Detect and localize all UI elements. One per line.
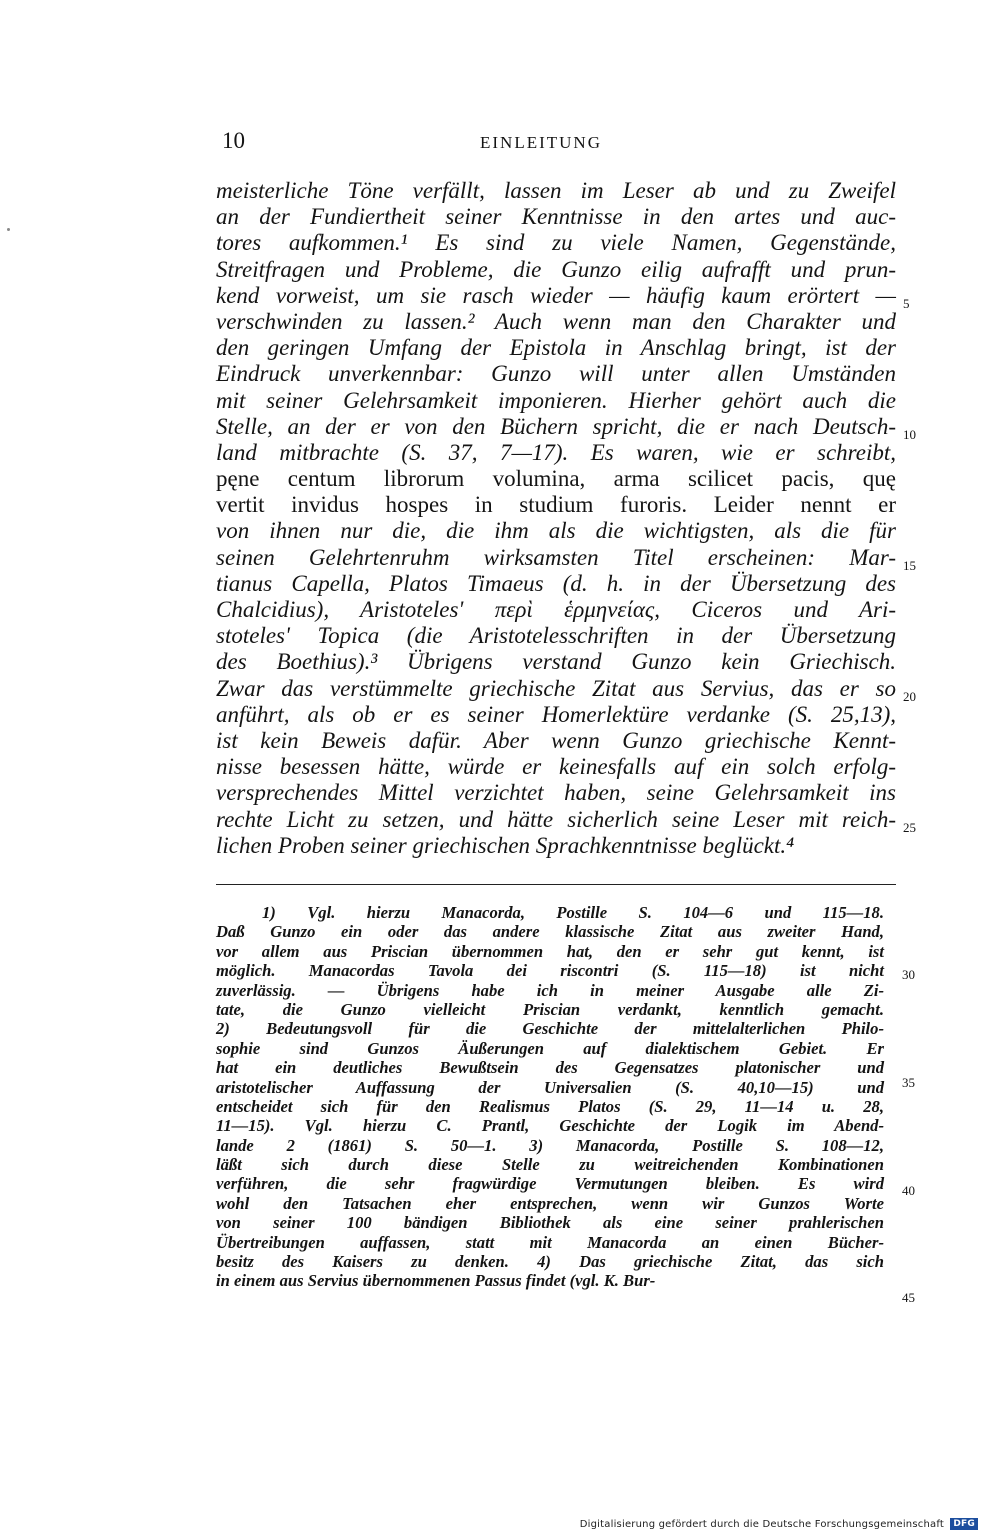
body-line: von ihnen nur die, die ihm als die wichtigsten, als die für [216,518,896,544]
body-line: versprechendes Mittel verzichtet haben, seine Gelehrsamkeit ins [216,780,896,806]
body-line: seinen Gelehrtenruhm wirksamsten Titel erscheinen: Mar- [216,544,896,570]
body-line: tores aufkommen.¹ Es sind zu viele Namen, Gegenstände, [216,230,896,256]
footnote-line: entscheidet sich für den Realismus Platos (S. 29, 11—14 u. 28, [216,1096,884,1116]
footnote-line: besitz des Kaisers zu denken. 4) Das griechische Zitat, das sich [216,1252,884,1272]
line-number: 10 [903,427,916,442]
quotation-text: vertit invidus hospes in studium furoris. Leider nennt er [216,492,896,518]
page-number: 10 [222,128,245,153]
body-line: Stelle, an der er von den Büchern spricht, die er nach Deutsch- [216,413,896,439]
line-number: 45 [902,1290,915,1305]
footnote-line: in einem aus Servius übernommenen Passus findet (vgl. K. Bur- [216,1271,656,1291]
line-number: 35 [902,1075,915,1090]
running-head: EINLEITUNG [480,133,602,152]
body-line: Eindruck unverkennbar: Gunzo will unter allen Umständen [216,361,896,387]
body-line: Zwar das verstümmelte griechische Zitat aus Servius, das er so [216,675,896,701]
body-line: den geringen Umfang der Epistola in Anschlag bringt, ist der [216,335,896,361]
footnote-rule [216,884,896,885]
line-number: 15 [903,558,916,573]
footnotes [216,903,884,1291]
footnote-line: zuverlässig. — Übrigens habe ich in meiner Ausgabe alle Zi- [216,980,884,1000]
footnote-line: sophie sind Gunzos Äußerungen auf dialektischem Gebiet. Er [216,1038,884,1058]
line-number: 20 [903,689,916,704]
footnote-line: 2) Bedeutungsvoll für die Geschichte der mittelalterlichen Philo- [216,1019,884,1039]
scan-speck [7,228,10,231]
footnote-line: möglich. Manacordas Tavola dei riscontri (S. 115—18) ist nicht [216,961,884,981]
footnote-line: lande 2 (1861) S. 50—1. 3) Manacorda, Postille S. 108—12, [216,1135,884,1155]
body-line: Chalcidius), Aristoteles' περὶ ἑρμηνείας, Ciceros und Ari- [216,597,896,622]
footnote-line: verführen, die sehr fragwürdige Vermutungen bleiben. Es wird [216,1174,884,1194]
footnote-line: von seiner 100 bändigen Bibliothek als eine seiner prahlerischen [216,1213,884,1233]
dfg-logo: DFG [950,1518,978,1530]
footnote-line: Übertreibungen auffassen, statt mit Manacorda an einen Bücher- [216,1232,884,1252]
body-line: meisterliche Töne verfällt, lassen im Leser ab und zu Zweifel [216,178,896,203]
body-line-quotation: pęne centum librorum volumina, arma scilicet pacis, quę [216,466,896,492]
body-line: rechte Licht zu setzen, und hätte sicherlich seine Leser mit reich- [216,806,896,832]
body-line-quotation [216,492,896,518]
body-line: stoteles' Topica (die Aristotelesschriften in der Übersetzung [216,623,896,649]
line-number: 5 [903,296,910,311]
footnote-line: tate, die Gunzo vielleicht Priscian verdankt, kenntlich gemacht. [216,999,884,1019]
body-line: verschwinden zu lassen.² Auch wenn man den Charakter und [216,308,896,334]
body-line: ist kein Beweis dafür. Aber wenn Gunzo griechische Kennt- [216,727,896,753]
footnote-line: vor allem aus Priscian übernommen hat, den er sehr gut kennt, ist [216,941,884,961]
body-line: anführt, als ob er es seiner Homerlektüre verdanke (S. 25,13), [216,701,896,727]
footnote-line: wohl den Tatsachen eher entsprechen, wenn wir Gunzos Worte [216,1193,884,1213]
body-text [216,178,896,859]
footnote-line: 1) Vgl. hierzu Manacorda, Postille S. 104—6 und 115—18. [262,903,884,922]
footnote-line: Daß Gunzo ein oder das andere klassische Zitat aus zweiter Hand, [216,922,884,942]
body-line: Streitfragen und Probleme, die Gunzo eilig aufrafft und prun- [216,256,896,282]
body-line: mit seiner Gelehrsamkeit imponieren. Hierher gehört auch die [216,387,896,413]
page-header [222,126,890,160]
footnote-line: läßt sich durch diese Stelle zu weitreichenden Kombinationen [216,1155,884,1175]
line-number: 40 [902,1183,915,1198]
body-line: lichen Proben seiner griechischen Sprachkenntnisse beglückt.⁴ [216,832,795,858]
footnote-line: hat ein deutliches Bewußtsein des Gegensatzes platonischer und [216,1058,884,1078]
footnote-line: 11—15). Vgl. hierzu C. Prantl, Geschichte der Logik im Abend- [216,1116,884,1136]
body-line: kend vorweist, um sie rasch wieder — häufig kaum erörtert — [216,282,896,308]
body-line: des Boethius).³ Übrigens verstand Gunzo kein Griechisch. [216,649,896,675]
line-number: 25 [903,820,916,835]
digitization-credit [580,1518,978,1530]
credit-text: Digitalisierung gefördert durch die Deutsche Forschungsgemeinschaft [579,1519,944,1530]
body-line: nisse besessen hätte, würde er keinesfalls auf ein solch erfolg- [216,754,896,780]
footnote-line: aristotelischer Auffassung der Universalien (S. 40,10—15) und [216,1077,884,1097]
body-line: land mitbrachte (S. 37, 7—17). Es waren, wie er schreibt, [216,439,896,465]
line-number: 30 [902,967,915,982]
body-line: an der Fundiertheit seiner Kenntnisse in den artes und auc- [216,204,896,230]
body-line: tianus Capella, Platos Timaeus (d. h. in der Übersetzung des [216,570,896,596]
